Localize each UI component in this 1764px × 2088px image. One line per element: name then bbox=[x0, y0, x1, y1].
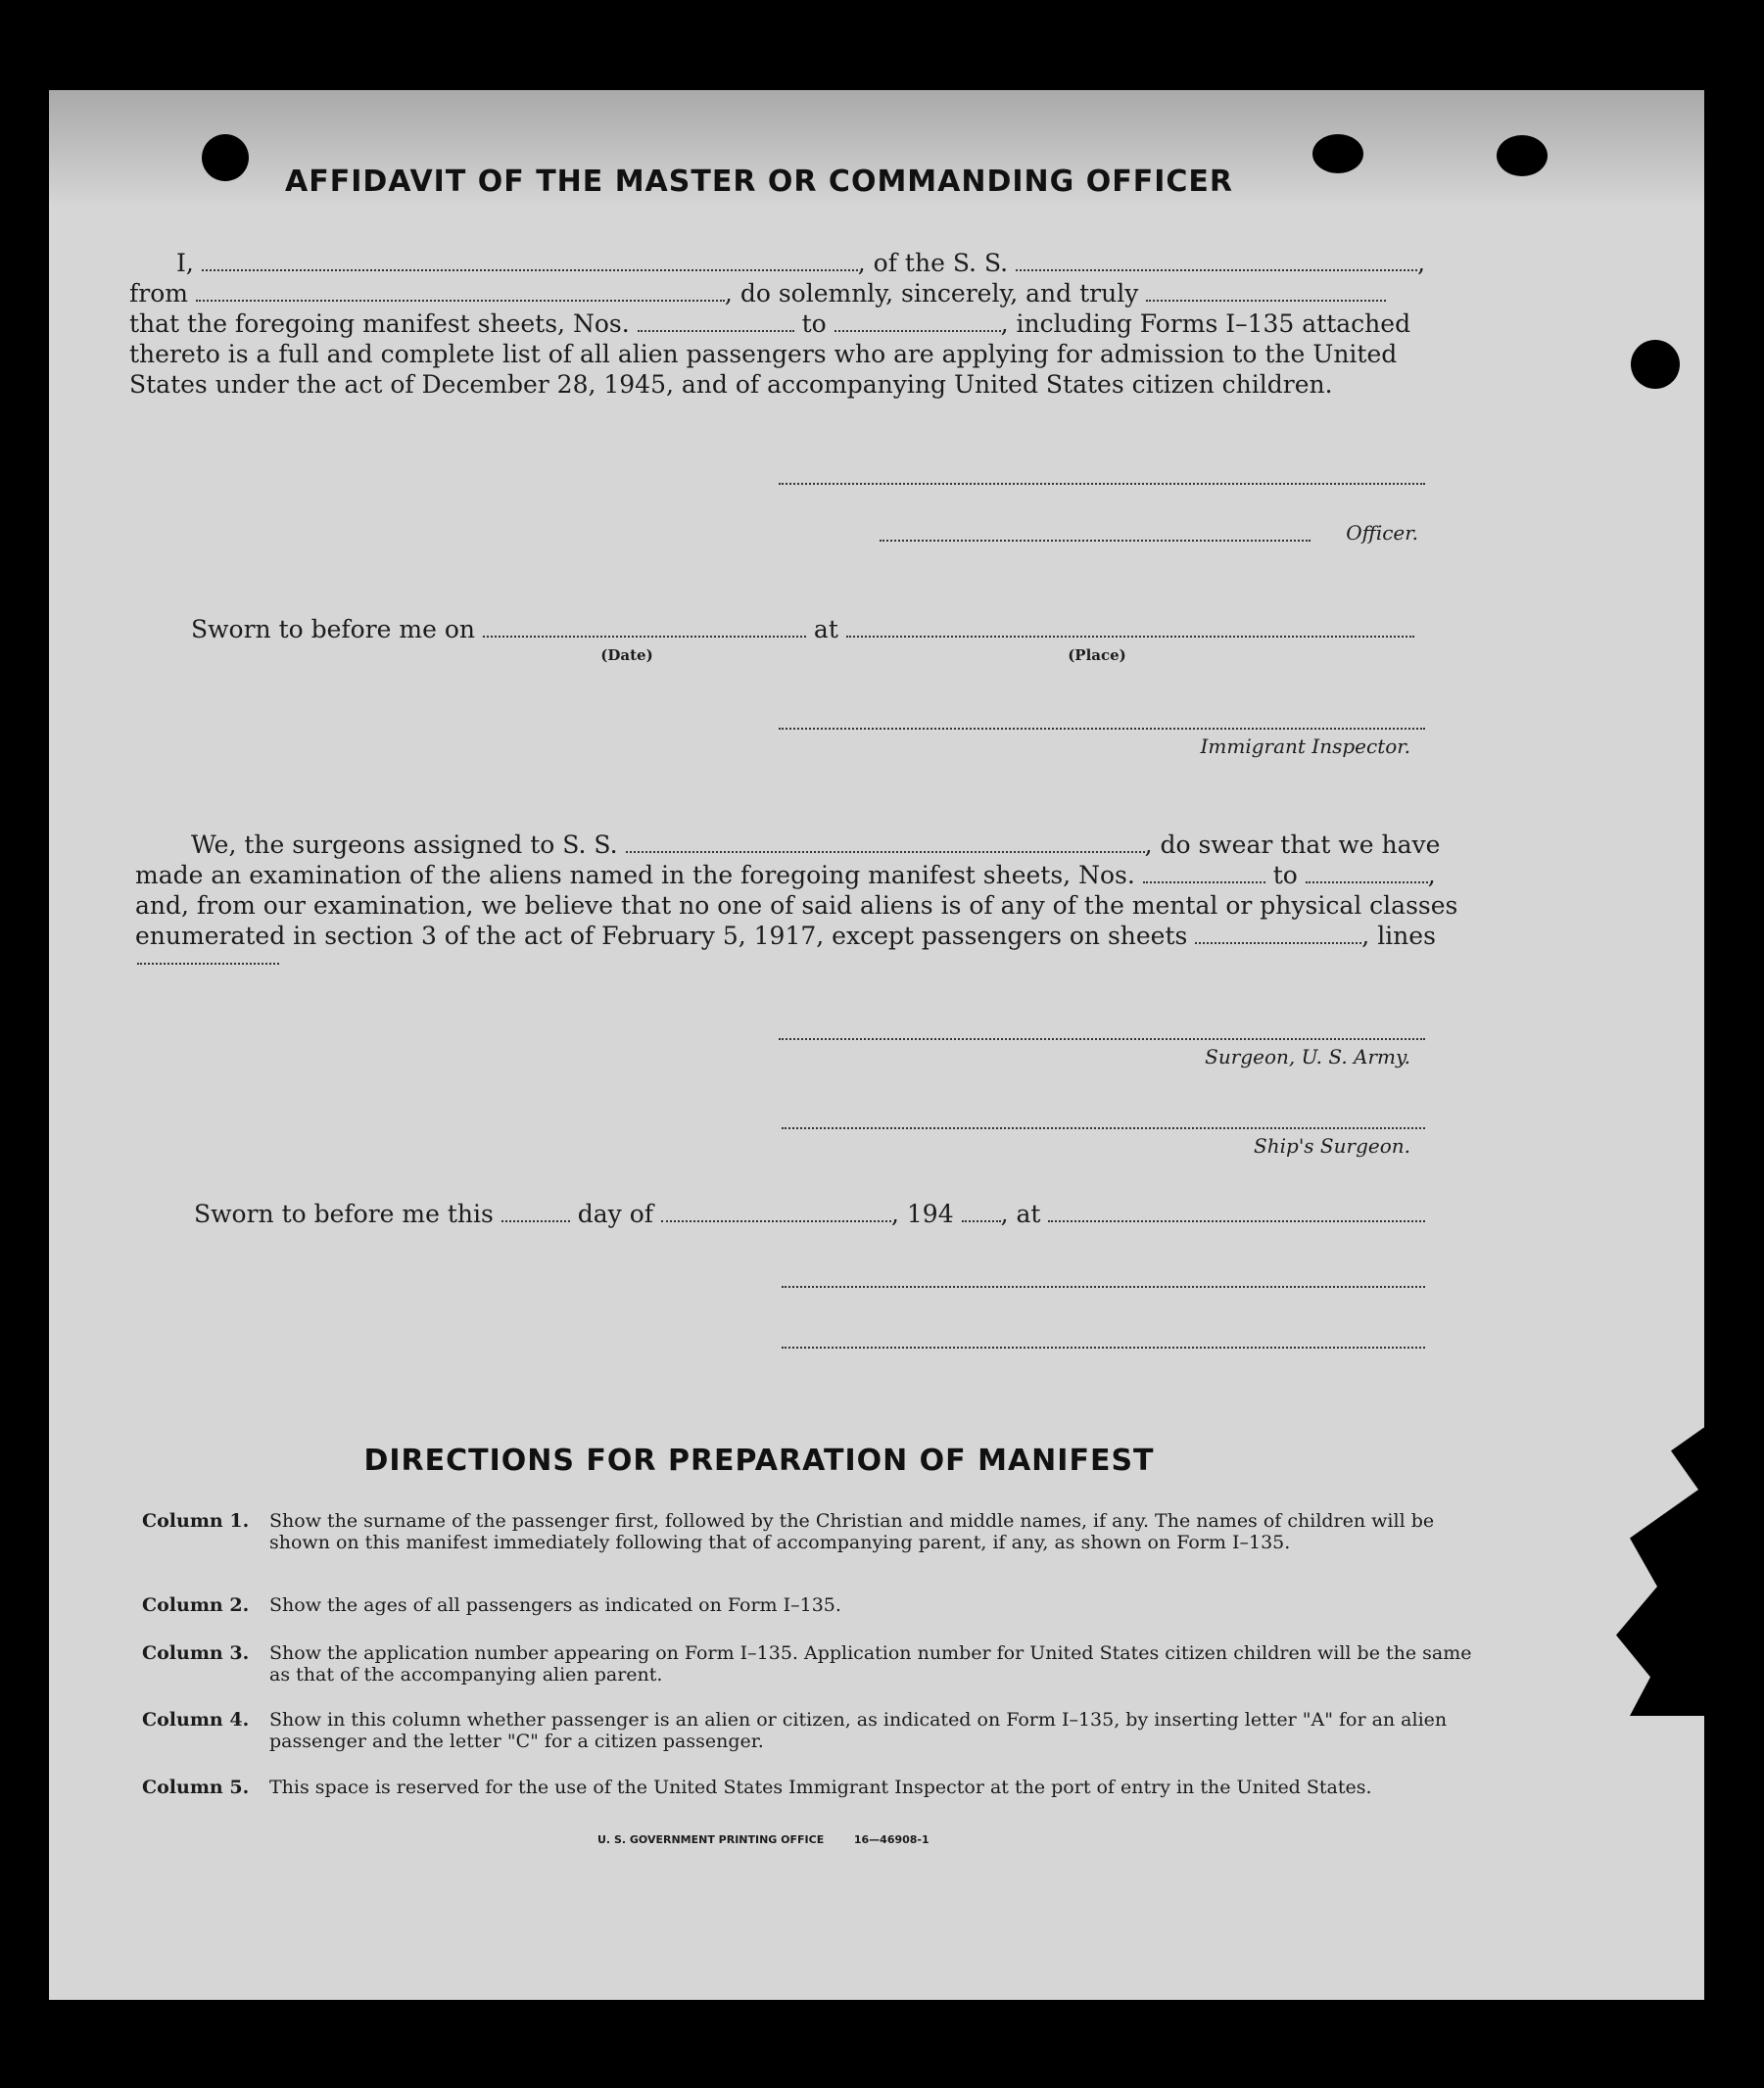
text: to bbox=[801, 309, 827, 338]
inspector-signature-line[interactable] bbox=[779, 727, 1425, 730]
direction-column: Column 2. bbox=[142, 1594, 250, 1616]
sworn-line-1 bbox=[191, 613, 1414, 645]
form-code: 16—46908-1 bbox=[853, 1833, 930, 1846]
direction-text: Show the application number appearing on Form I–135. Application number for United States citizen children will be the same as that of the accompanying alien parent. bbox=[269, 1642, 1472, 1685]
affidavit-line-2 bbox=[129, 277, 1386, 309]
direction-item bbox=[142, 1594, 1484, 1616]
direction-item bbox=[142, 1709, 1484, 1752]
ship-surgeon-label: Ship's Surgeon. bbox=[1254, 1134, 1410, 1158]
month-blank[interactable] bbox=[661, 1203, 891, 1222]
text: , including Forms I–135 attached bbox=[1000, 309, 1411, 338]
affidavit-line-5: States under the act of December 28, 1945, and of accompanying United States citizen children. bbox=[129, 370, 1333, 399]
direction-text: Show in this column whether passenger is an alien or citizen, as indicated on Form I–135, by inserting letter "A" for an alien passenger and the letter "C" for a citizen passenger. bbox=[269, 1709, 1448, 1752]
sheet-from-blank[interactable] bbox=[638, 312, 794, 332]
surgeons-line-1 bbox=[191, 829, 1440, 861]
text: , bbox=[1427, 861, 1436, 889]
text: I, bbox=[176, 249, 194, 277]
text: We, the surgeons assigned to S. S. bbox=[191, 830, 618, 859]
text: , 194 bbox=[891, 1200, 954, 1228]
text: that the foregoing manifest sheets, Nos. bbox=[129, 309, 630, 338]
text: , of the S. S. bbox=[857, 249, 1009, 277]
year-blank[interactable] bbox=[962, 1203, 1001, 1222]
except-sheets-blank[interactable] bbox=[1195, 925, 1361, 944]
printer-footer bbox=[597, 1833, 930, 1846]
text: from bbox=[129, 279, 188, 308]
affidavit-line-1 bbox=[176, 247, 1425, 279]
text: Sworn to before me this bbox=[194, 1200, 494, 1228]
ship-name-blank[interactable] bbox=[1016, 252, 1417, 271]
punch-hole bbox=[1631, 340, 1680, 389]
officer-signature-line[interactable] bbox=[880, 539, 1311, 542]
place-caption: (Place) bbox=[1068, 646, 1126, 664]
direction-text: Show the surname of the passenger first, followed by the Christian and middle names, if any. The names of children will be shown on this manifest immediately following that of accompanying parent, if any, as shown on Form I–135. bbox=[269, 1510, 1435, 1553]
text: , at bbox=[1000, 1200, 1041, 1228]
affidavit-title: AFFIDAVIT OF THE MASTER OR COMMANDING OFFICER bbox=[285, 165, 1233, 199]
direction-item bbox=[142, 1510, 1484, 1575]
direction-column: Column 3. bbox=[142, 1642, 250, 1664]
signature-line[interactable] bbox=[782, 1346, 1425, 1349]
text: , lines bbox=[1361, 922, 1436, 950]
officer-label: Officer. bbox=[1346, 521, 1418, 545]
sheet-to-blank[interactable] bbox=[834, 312, 1001, 332]
sworn-date-blank[interactable] bbox=[483, 618, 806, 638]
text: at bbox=[813, 615, 838, 643]
punch-hole bbox=[1497, 135, 1548, 176]
affidavit-line-4: thereto is a full and complete list of all alien passengers who are applying for admission to the United bbox=[129, 340, 1398, 368]
text: , do solemnly, sincerely, and truly bbox=[724, 279, 1139, 308]
text: enumerated in section 3 of the act of February 5, 1917, except passengers on sheets bbox=[135, 922, 1188, 950]
text: made an examination of the aliens named in the foregoing manifest sheets, Nos. bbox=[135, 861, 1135, 889]
affidavit-line-3 bbox=[129, 308, 1410, 340]
inspector-label: Immigrant Inspector. bbox=[1200, 735, 1410, 758]
date-caption: (Date) bbox=[600, 646, 653, 664]
surgeons-line-3: and, from our examination, we believe that no one of said aliens is of any of the mental or physical classes bbox=[135, 891, 1458, 920]
surgeon-sheet-from-blank[interactable] bbox=[1143, 864, 1265, 883]
direction-text: This space is reserved for the use of the United States Immigrant Inspector at the port of entry in the United States. bbox=[269, 1777, 1372, 1798]
army-surgeon-label: Surgeon, U. S. Army. bbox=[1205, 1045, 1410, 1068]
sworn2-place-blank[interactable] bbox=[1048, 1203, 1425, 1222]
form-sheet bbox=[49, 90, 1704, 2000]
master-signature-line[interactable] bbox=[779, 482, 1425, 485]
day-blank[interactable] bbox=[501, 1203, 570, 1222]
surgeon-sheet-to-blank[interactable] bbox=[1306, 864, 1428, 883]
directions-title: DIRECTIONS FOR PREPARATION OF MANIFEST bbox=[363, 1444, 1155, 1478]
lines-blank[interactable] bbox=[137, 962, 279, 965]
text: Sworn to before me on bbox=[191, 615, 476, 643]
direction-item bbox=[142, 1777, 1484, 1820]
signature-line[interactable] bbox=[782, 1285, 1425, 1288]
army-surgeon-signature-line[interactable] bbox=[779, 1037, 1425, 1040]
surgeons-line-2 bbox=[135, 859, 1436, 891]
master-name-blank[interactable] bbox=[202, 252, 858, 271]
text: , do swear that we have bbox=[1144, 830, 1441, 859]
direction-item bbox=[142, 1642, 1484, 1685]
direction-column: Column 4. bbox=[142, 1709, 250, 1731]
sworn-line-2 bbox=[194, 1198, 1425, 1230]
sworn-place-blank[interactable] bbox=[846, 618, 1414, 638]
direction-text: Show the ages of all passengers as indicated on Form I–135. bbox=[269, 1594, 841, 1616]
printer-name: U. S. GOVERNMENT PRINTING OFFICE bbox=[597, 1833, 825, 1846]
from-port-blank[interactable] bbox=[196, 282, 725, 302]
ship-surgeon-signature-line[interactable] bbox=[782, 1126, 1425, 1129]
direction-column: Column 5. bbox=[142, 1777, 250, 1798]
oath-blank[interactable] bbox=[1146, 282, 1386, 302]
text: to bbox=[1272, 861, 1298, 889]
text: day of bbox=[577, 1200, 654, 1228]
surgeons-line-4 bbox=[135, 920, 1436, 952]
direction-column: Column 1. bbox=[142, 1510, 250, 1532]
text: , bbox=[1417, 249, 1426, 277]
surgeon-ship-blank[interactable] bbox=[626, 833, 1145, 853]
torn-edge bbox=[1616, 1393, 1704, 1716]
